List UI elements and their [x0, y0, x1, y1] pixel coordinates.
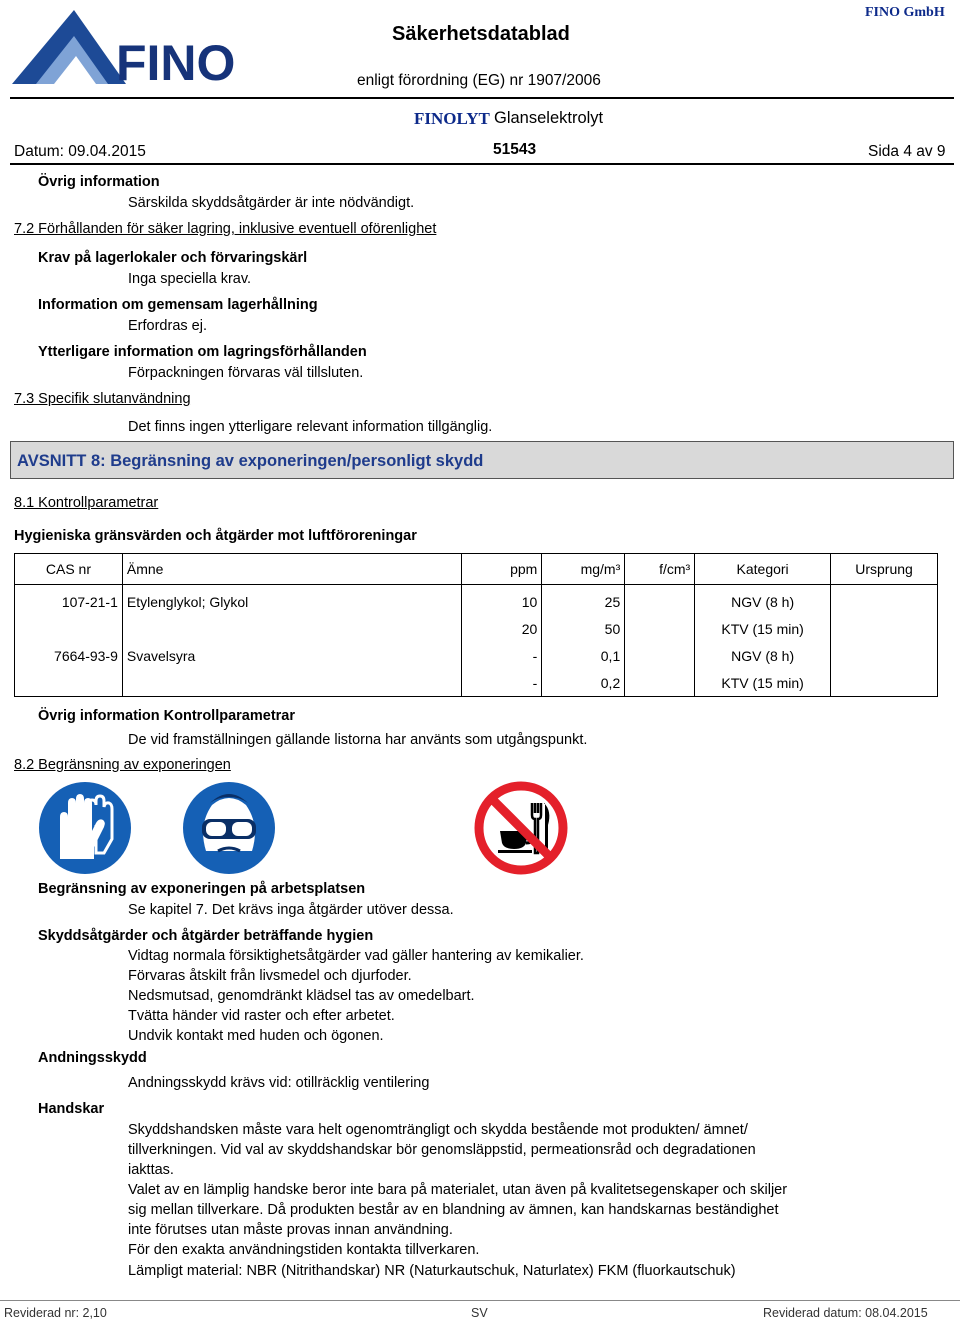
gloves-line: inte förutses utan måste provas innan användning.	[128, 1222, 453, 1238]
company-logo	[6, 4, 236, 91]
table-row	[15, 616, 938, 643]
gloves-line: tillverkningen. Vid val av skyddshandskar bör genomsläppstid, permeationsråd och degradationen	[128, 1142, 756, 1158]
document-title: Säkerhetsdatablad	[392, 23, 570, 45]
other-info-heading: Övrig information	[38, 174, 160, 190]
cell-fcm3	[625, 616, 695, 643]
cell-category: KTV (15 min)	[695, 670, 831, 697]
header-rule-bottom	[10, 163, 954, 165]
hygiene-line: Förvaras åtskilt från livsmedel och djurfoder.	[128, 968, 412, 984]
revision-number: Reviderad nr: 2,10	[4, 1306, 107, 1320]
workplace-text: Se kapitel 7. Det krävs inga åtgärder utöver dessa.	[128, 902, 454, 918]
table-row	[15, 670, 938, 697]
other-info-ctrl-text: De vid framställningen gällande listorna har använts som utgångspunkt.	[128, 732, 588, 748]
issue-date: Datum: 09.04.2015	[14, 143, 146, 160]
cell-cas	[15, 616, 123, 643]
cell-origin	[831, 670, 938, 697]
cell-origin	[831, 616, 938, 643]
company-name: FINO GmbH	[865, 5, 945, 20]
gloves-line: sig mellan tillverkare. Då produkten består av en blandning av ämnen, kan handskarnas beständighet	[128, 1202, 779, 1218]
gloves-heading: Handskar	[38, 1101, 105, 1117]
further-storage-text: Förpackningen förvaras väl tillsluten.	[128, 365, 364, 381]
further-storage-heading: Ytterligare information om lagringsförhållanden	[38, 344, 367, 360]
cell-mgm3: 0,2	[542, 670, 625, 697]
limit-table-caption: Hygieniska gränsvärden och åtgärder mot luftföroreningar	[14, 528, 417, 544]
gloves-line: iakttas.	[128, 1162, 174, 1178]
cell-substance	[122, 670, 462, 697]
gloves-line: Lämpligt material: NBR (Nitrithandskar) NR (Naturkautschuk, Naturlatex) FKM (fluorkautschuk)	[128, 1263, 736, 1279]
section-8-title: AVSNITT 8: Begränsning av exponeringen/personligt skydd	[17, 452, 484, 470]
subsection-7-3-text: Det finns ingen ytterligare relevant information tillgänglig.	[128, 419, 493, 435]
page-indicator: Sida 4 av 9	[868, 143, 946, 160]
cell-ppm: 10	[462, 589, 542, 616]
gloves-icon	[38, 781, 132, 875]
subsection-8-2-title: 8.2 Begränsning av exponeringen	[14, 757, 231, 773]
product-name: Glanselektrolyt	[494, 109, 604, 127]
cell-substance	[122, 616, 462, 643]
subsection-8-1-title: 8.1 Kontrollparametrar	[14, 495, 159, 511]
col-cas: CAS nr	[15, 554, 123, 585]
cell-substance: Svavelsyra	[122, 643, 462, 670]
other-info-text: Särskilda skyddsåtgärder är inte nödvändigt.	[128, 195, 415, 211]
cell-ppm: -	[462, 670, 542, 697]
storage-requirements-heading: Krav på lagerlokaler och förvaringskärl	[38, 250, 308, 266]
cell-fcm3	[625, 589, 695, 616]
respiratory-text: Andningsskydd krävs vid: otillräcklig ventilering	[128, 1075, 430, 1091]
cell-category: NGV (8 h)	[695, 643, 831, 670]
respiratory-heading: Andningsskydd	[38, 1050, 147, 1066]
regulation-text: enligt förordning (EG) nr 1907/2006	[357, 72, 601, 89]
col-fcm3: f/cm³	[625, 554, 695, 585]
col-origin: Ursprung	[831, 554, 938, 585]
cell-cas: 107-21-1	[61, 594, 118, 610]
table-row	[15, 643, 938, 670]
cell-ppm: -	[462, 643, 542, 670]
cell-cas	[15, 670, 123, 697]
cell-substance: Etylenglykol; Glykol	[122, 589, 462, 616]
language-code: SV	[471, 1306, 488, 1320]
cell-fcm3	[625, 643, 695, 670]
product-number: 51543	[493, 141, 537, 158]
table-row	[15, 589, 938, 616]
hygiene-line: Undvik kontakt med huden och ögonen.	[128, 1028, 384, 1044]
no-eating-drinking-icon	[474, 781, 568, 875]
cell-category: KTV (15 min)	[695, 616, 831, 643]
cell-ppm: 20	[462, 616, 542, 643]
logo-text: FINO	[116, 35, 236, 91]
cell-origin	[831, 643, 938, 670]
goggles-icon	[182, 781, 276, 875]
cell-category: NGV (8 h)	[695, 589, 831, 616]
gloves-line: Valet av en lämplig handske beror inte bara på materialet, utan även på kvalitetsegenskaper och skiljer	[128, 1182, 788, 1198]
cell-mgm3: 0,1	[542, 643, 625, 670]
table-header-row	[15, 554, 938, 585]
revision-date: Reviderad datum: 08.04.2015	[763, 1306, 928, 1320]
cell-cas: 7664-93-9	[54, 648, 118, 664]
section-8-bar	[10, 441, 954, 479]
gloves-line: Skyddshandsken måste vara helt ogenomträngligt och skydda bestående mot produkten/ ämnet/	[128, 1122, 748, 1138]
col-substance: Ämne	[122, 554, 462, 585]
exposure-limit-table	[14, 553, 938, 697]
col-mgm3: mg/m³	[542, 554, 625, 585]
hygiene-line: Nedsmutsad, genomdränkt klädsel tas av omedelbart.	[128, 988, 475, 1004]
hygiene-heading: Skyddsåtgärder och åtgärder beträffande hygien	[38, 928, 374, 944]
joint-storage-text: Erfordras ej.	[128, 318, 207, 334]
hygiene-line: Vidtag normala försiktighetsåtgärder vad gäller hantering av kemikalier.	[128, 948, 584, 964]
col-ppm: ppm	[462, 554, 542, 585]
cell-mgm3: 50	[542, 616, 625, 643]
other-info-ctrl-heading: Övrig information Kontrollparametrar	[38, 708, 296, 724]
workplace-heading: Begränsning av exponeringen på arbetsplatsen	[38, 881, 366, 897]
cell-origin	[831, 589, 938, 616]
product-brand: FINOLYT	[414, 109, 490, 128]
cell-mgm3: 25	[542, 589, 625, 616]
subsection-7-2-title: 7.2 Förhållanden för säker lagring, inklusive eventuell oförenlighet	[14, 221, 437, 237]
joint-storage-heading: Information om gemensam lagerhållning	[38, 297, 318, 313]
footer-rule	[0, 1300, 960, 1301]
header-rule-top	[10, 97, 954, 99]
subsection-7-3-title: 7.3 Specifik slutanvändning	[14, 391, 191, 407]
cell-fcm3	[625, 670, 695, 697]
hygiene-line: Tvätta händer vid raster och efter arbetet.	[128, 1008, 395, 1024]
gloves-line: För den exakta användningstiden kontakta tillverkaren.	[128, 1242, 480, 1258]
storage-requirements-text: Inga speciella krav.	[128, 271, 252, 287]
col-category: Kategori	[695, 554, 831, 585]
